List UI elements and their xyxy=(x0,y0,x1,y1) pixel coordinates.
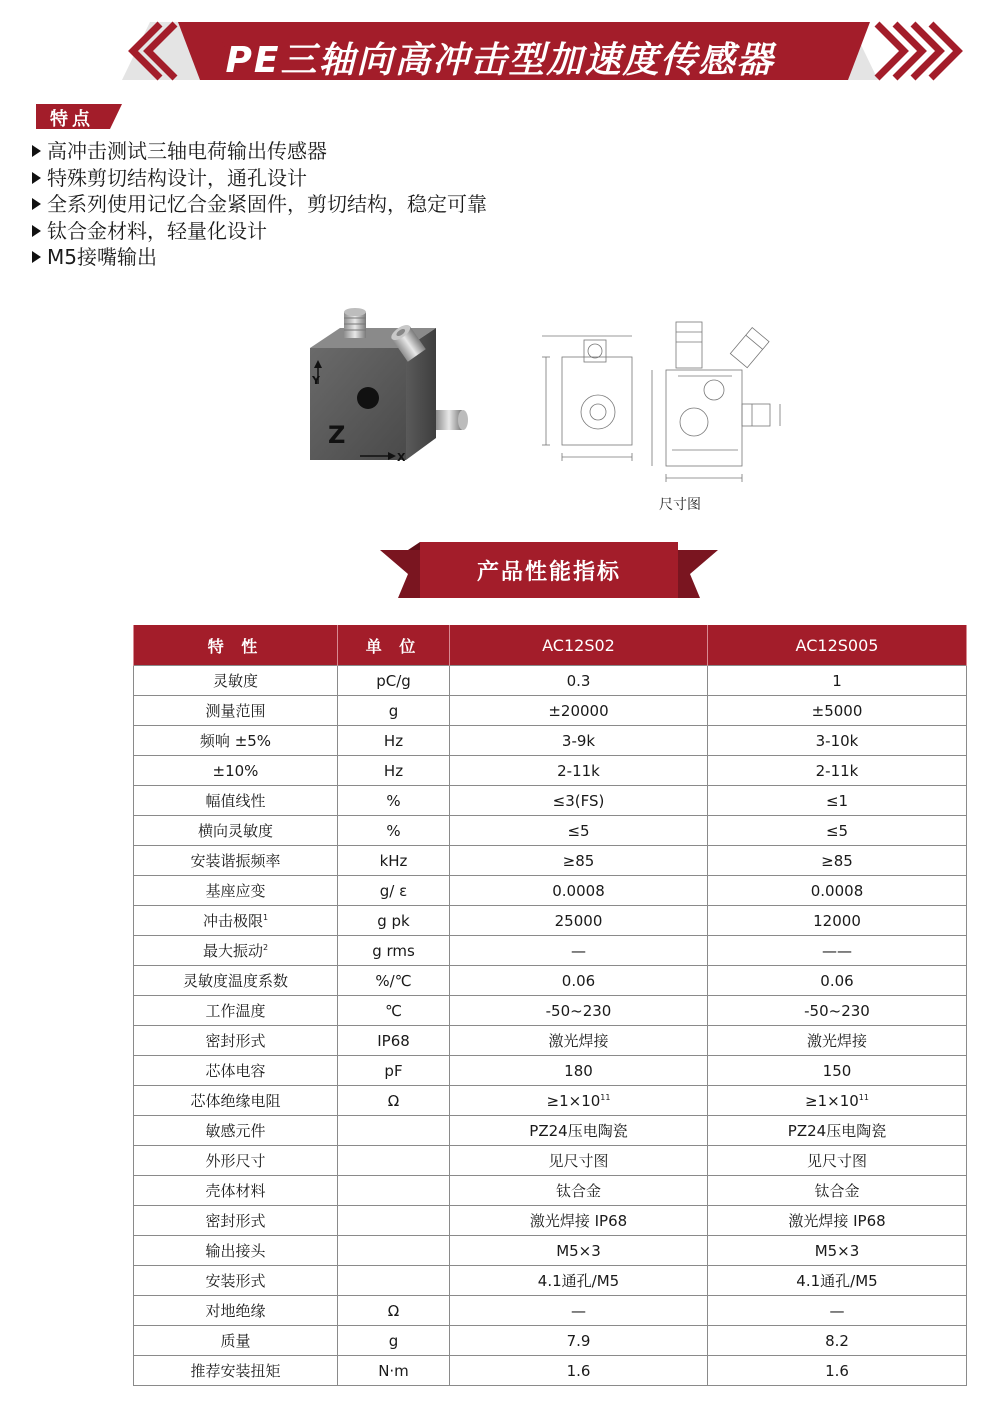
cell-ac12s005: M5×3 xyxy=(708,1236,967,1266)
cell-ac12s005: 1.6 xyxy=(708,1356,967,1386)
feature-item: 高冲击测试三轴电荷输出传感器 xyxy=(32,138,487,165)
cell-unit xyxy=(338,1206,450,1236)
cell-property: 密封形式 xyxy=(134,1026,338,1056)
cell-unit: Hz xyxy=(338,756,450,786)
cell-unit: % xyxy=(338,786,450,816)
cell-ac12s005: —— xyxy=(708,936,967,966)
cell-unit: ℃ xyxy=(338,996,450,1026)
cell-ac12s02: 0.3 xyxy=(450,666,708,696)
cell-ac12s02: 4.1通孔/M5 xyxy=(450,1266,708,1296)
table-row xyxy=(134,1236,967,1266)
header-model-ac12s005: AC12S005 xyxy=(708,625,967,666)
cell-property: 密封形式 xyxy=(134,1206,338,1236)
table-row xyxy=(134,696,967,726)
table-row xyxy=(134,1146,967,1176)
cell-ac12s005: 8.2 xyxy=(708,1326,967,1356)
feature-list xyxy=(32,138,487,271)
cell-property: 输出接头 xyxy=(134,1236,338,1266)
table-row xyxy=(134,936,967,966)
cell-ac12s02: 180 xyxy=(450,1056,708,1086)
cell-ac12s02: ≥85 xyxy=(450,846,708,876)
cell-property: 横向灵敏度 xyxy=(134,816,338,846)
table-row xyxy=(134,996,967,1026)
table-row xyxy=(134,786,967,816)
feature-item: 钛合金材料，轻量化设计 xyxy=(32,218,487,245)
table-row xyxy=(134,756,967,786)
cell-ac12s005: 0.0008 xyxy=(708,876,967,906)
cell-unit: Hz xyxy=(338,726,450,756)
cell-ac12s005: 2-11k xyxy=(708,756,967,786)
table-row xyxy=(134,1026,967,1056)
section-banner xyxy=(380,542,718,606)
cell-ac12s02: 2-11k xyxy=(450,756,708,786)
cell-unit: g xyxy=(338,1326,450,1356)
cell-ac12s02: 激光焊接 IP68 xyxy=(450,1206,708,1236)
cell-ac12s02: -50~230 xyxy=(450,996,708,1026)
table-row xyxy=(134,1056,967,1086)
cell-ac12s005: $\ge 1\times 10^{11}$ xyxy=(708,1086,967,1116)
table-row xyxy=(134,846,967,876)
cell-property: 敏感元件 xyxy=(134,1116,338,1146)
cell-ac12s02: 0.0008 xyxy=(450,876,708,906)
cell-ac12s02: — xyxy=(450,1296,708,1326)
cell-ac12s005: — xyxy=(708,1296,967,1326)
table-row xyxy=(134,966,967,996)
cell-property: 壳体材料 xyxy=(134,1176,338,1206)
cell-ac12s005: PZ24压电陶瓷 xyxy=(708,1116,967,1146)
cell-unit: IP68 xyxy=(338,1026,450,1056)
cell-ac12s02: 见尺寸图 xyxy=(450,1146,708,1176)
cell-unit xyxy=(338,1266,450,1296)
section-title: 产品性能指标 xyxy=(476,560,621,585)
header-model-ac12s02: AC12S02 xyxy=(450,625,708,666)
cell-ac12s005: 1 xyxy=(708,666,967,696)
cell-ac12s02: M5×3 xyxy=(450,1236,708,1266)
cell-ac12s005: 钛合金 xyxy=(708,1176,967,1206)
header-unit: 单 位 xyxy=(338,625,450,666)
cell-property: 外形尺寸 xyxy=(134,1146,338,1176)
cell-unit xyxy=(338,1236,450,1266)
cell-unit: pF xyxy=(338,1056,450,1086)
features-tag-label: 特点 xyxy=(50,109,94,130)
cell-unit: g/ ε xyxy=(338,876,450,906)
cell-ac12s005: ≥85 xyxy=(708,846,967,876)
feature-item: 全系列使用记忆合金紧固件，剪切结构，稳定可靠 xyxy=(32,191,487,218)
cell-ac12s005: 150 xyxy=(708,1056,967,1086)
cell-ac12s005: ±5000 xyxy=(708,696,967,726)
cell-property: 对地绝缘 xyxy=(134,1296,338,1326)
cell-ac12s005: 激光焊接 IP68 xyxy=(708,1206,967,1236)
title-banner xyxy=(0,18,1000,84)
cell-ac12s02: $\ge 1\times 10^{11}$ xyxy=(450,1086,708,1116)
cell-unit: g xyxy=(338,696,450,726)
table-row xyxy=(134,1206,967,1236)
sensor-photo xyxy=(298,298,488,478)
cell-unit: g pk xyxy=(338,906,450,936)
cell-unit: kHz xyxy=(338,846,450,876)
cell-ac12s005: 4.1通孔/M5 xyxy=(708,1266,967,1296)
triangle-bullet-icon xyxy=(32,198,41,210)
cell-ac12s02: 3-9k xyxy=(450,726,708,756)
cell-property: 推荐安装扭矩 xyxy=(134,1356,338,1386)
cell-property: 幅值线性 xyxy=(134,786,338,816)
cell-unit: g rms xyxy=(338,936,450,966)
cell-ac12s02: 1.6 xyxy=(450,1356,708,1386)
triangle-bullet-icon xyxy=(32,145,41,157)
cell-property: 最大振动$^2$ xyxy=(134,936,338,966)
cell-ac12s02: 激光焊接 xyxy=(450,1026,708,1056)
cell-unit xyxy=(338,1146,450,1176)
cell-ac12s005: ≤5 xyxy=(708,816,967,846)
table-row xyxy=(134,1176,967,1206)
cell-ac12s005: 3-10k xyxy=(708,726,967,756)
triangle-bullet-icon xyxy=(32,172,41,184)
cell-property: 芯体电容 xyxy=(134,1056,338,1086)
cell-ac12s02: ≤3(FS) xyxy=(450,786,708,816)
table-row xyxy=(134,1326,967,1356)
table-header-row xyxy=(134,625,967,666)
cell-unit: % xyxy=(338,816,450,846)
cell-property: 灵敏度 xyxy=(134,666,338,696)
cell-ac12s02: 25000 xyxy=(450,906,708,936)
cell-ac12s02: 钛合金 xyxy=(450,1176,708,1206)
axis-x-label: X xyxy=(397,451,406,464)
cell-ac12s02: ±20000 xyxy=(450,696,708,726)
cell-property: 安装形式 xyxy=(134,1266,338,1296)
table-row xyxy=(134,1356,967,1386)
features-tag xyxy=(36,104,122,129)
table-row xyxy=(134,666,967,696)
page-title: PE三轴向高冲击型加速度传感器 xyxy=(225,40,775,81)
cell-property: 质量 xyxy=(134,1326,338,1356)
cell-unit xyxy=(338,1116,450,1146)
axis-y-label: Y xyxy=(312,374,320,387)
cell-ac12s02: — xyxy=(450,936,708,966)
table-row xyxy=(134,1116,967,1146)
table-row xyxy=(134,1296,967,1326)
cell-ac12s005: -50~230 xyxy=(708,996,967,1026)
table-row xyxy=(134,876,967,906)
cell-unit: Ω xyxy=(338,1086,450,1116)
drawing-caption: 尺寸图 xyxy=(659,497,701,513)
table-row xyxy=(134,816,967,846)
cell-ac12s005: 激光焊接 xyxy=(708,1026,967,1056)
cell-ac12s02: ≤5 xyxy=(450,816,708,846)
table-row xyxy=(134,1086,967,1116)
cell-ac12s02: PZ24压电陶瓷 xyxy=(450,1116,708,1146)
table-row xyxy=(134,1266,967,1296)
cell-ac12s02: 0.06 xyxy=(450,966,708,996)
cell-ac12s005: 见尺寸图 xyxy=(708,1146,967,1176)
cell-unit: Ω xyxy=(338,1296,450,1326)
cell-ac12s005: ≤1 xyxy=(708,786,967,816)
cell-property: 灵敏度温度系数 xyxy=(134,966,338,996)
axis-z-label: Z xyxy=(328,421,346,449)
cell-property: 工作温度 xyxy=(134,996,338,1026)
cell-property: 基座应变 xyxy=(134,876,338,906)
cell-property: ±10% xyxy=(134,756,338,786)
triangle-bullet-icon xyxy=(32,225,41,237)
spec-table xyxy=(133,625,967,1386)
table-row xyxy=(134,906,967,936)
cell-property: 冲击极限$^1$ xyxy=(134,906,338,936)
cell-unit: N·m xyxy=(338,1356,450,1386)
cell-property: 芯体绝缘电阻 xyxy=(134,1086,338,1116)
cell-unit: pC/g xyxy=(338,666,450,696)
cell-unit: %/℃ xyxy=(338,966,450,996)
header-property: 特 性 xyxy=(134,625,338,666)
cell-ac12s005: 0.06 xyxy=(708,966,967,996)
cell-ac12s005: 12000 xyxy=(708,906,967,936)
feature-item: 特殊剪切结构设计，通孔设计 xyxy=(32,165,487,192)
cell-property: 测量范围 xyxy=(134,696,338,726)
dimension-drawing xyxy=(532,312,802,487)
triangle-bullet-icon xyxy=(32,251,41,263)
feature-item: M5接嘴输出 xyxy=(32,244,487,271)
cell-ac12s02: 7.9 xyxy=(450,1326,708,1356)
cell-property: 安装谐振频率 xyxy=(134,846,338,876)
cell-unit xyxy=(338,1176,450,1206)
table-row xyxy=(134,726,967,756)
cell-property: 频响 ±5% xyxy=(134,726,338,756)
